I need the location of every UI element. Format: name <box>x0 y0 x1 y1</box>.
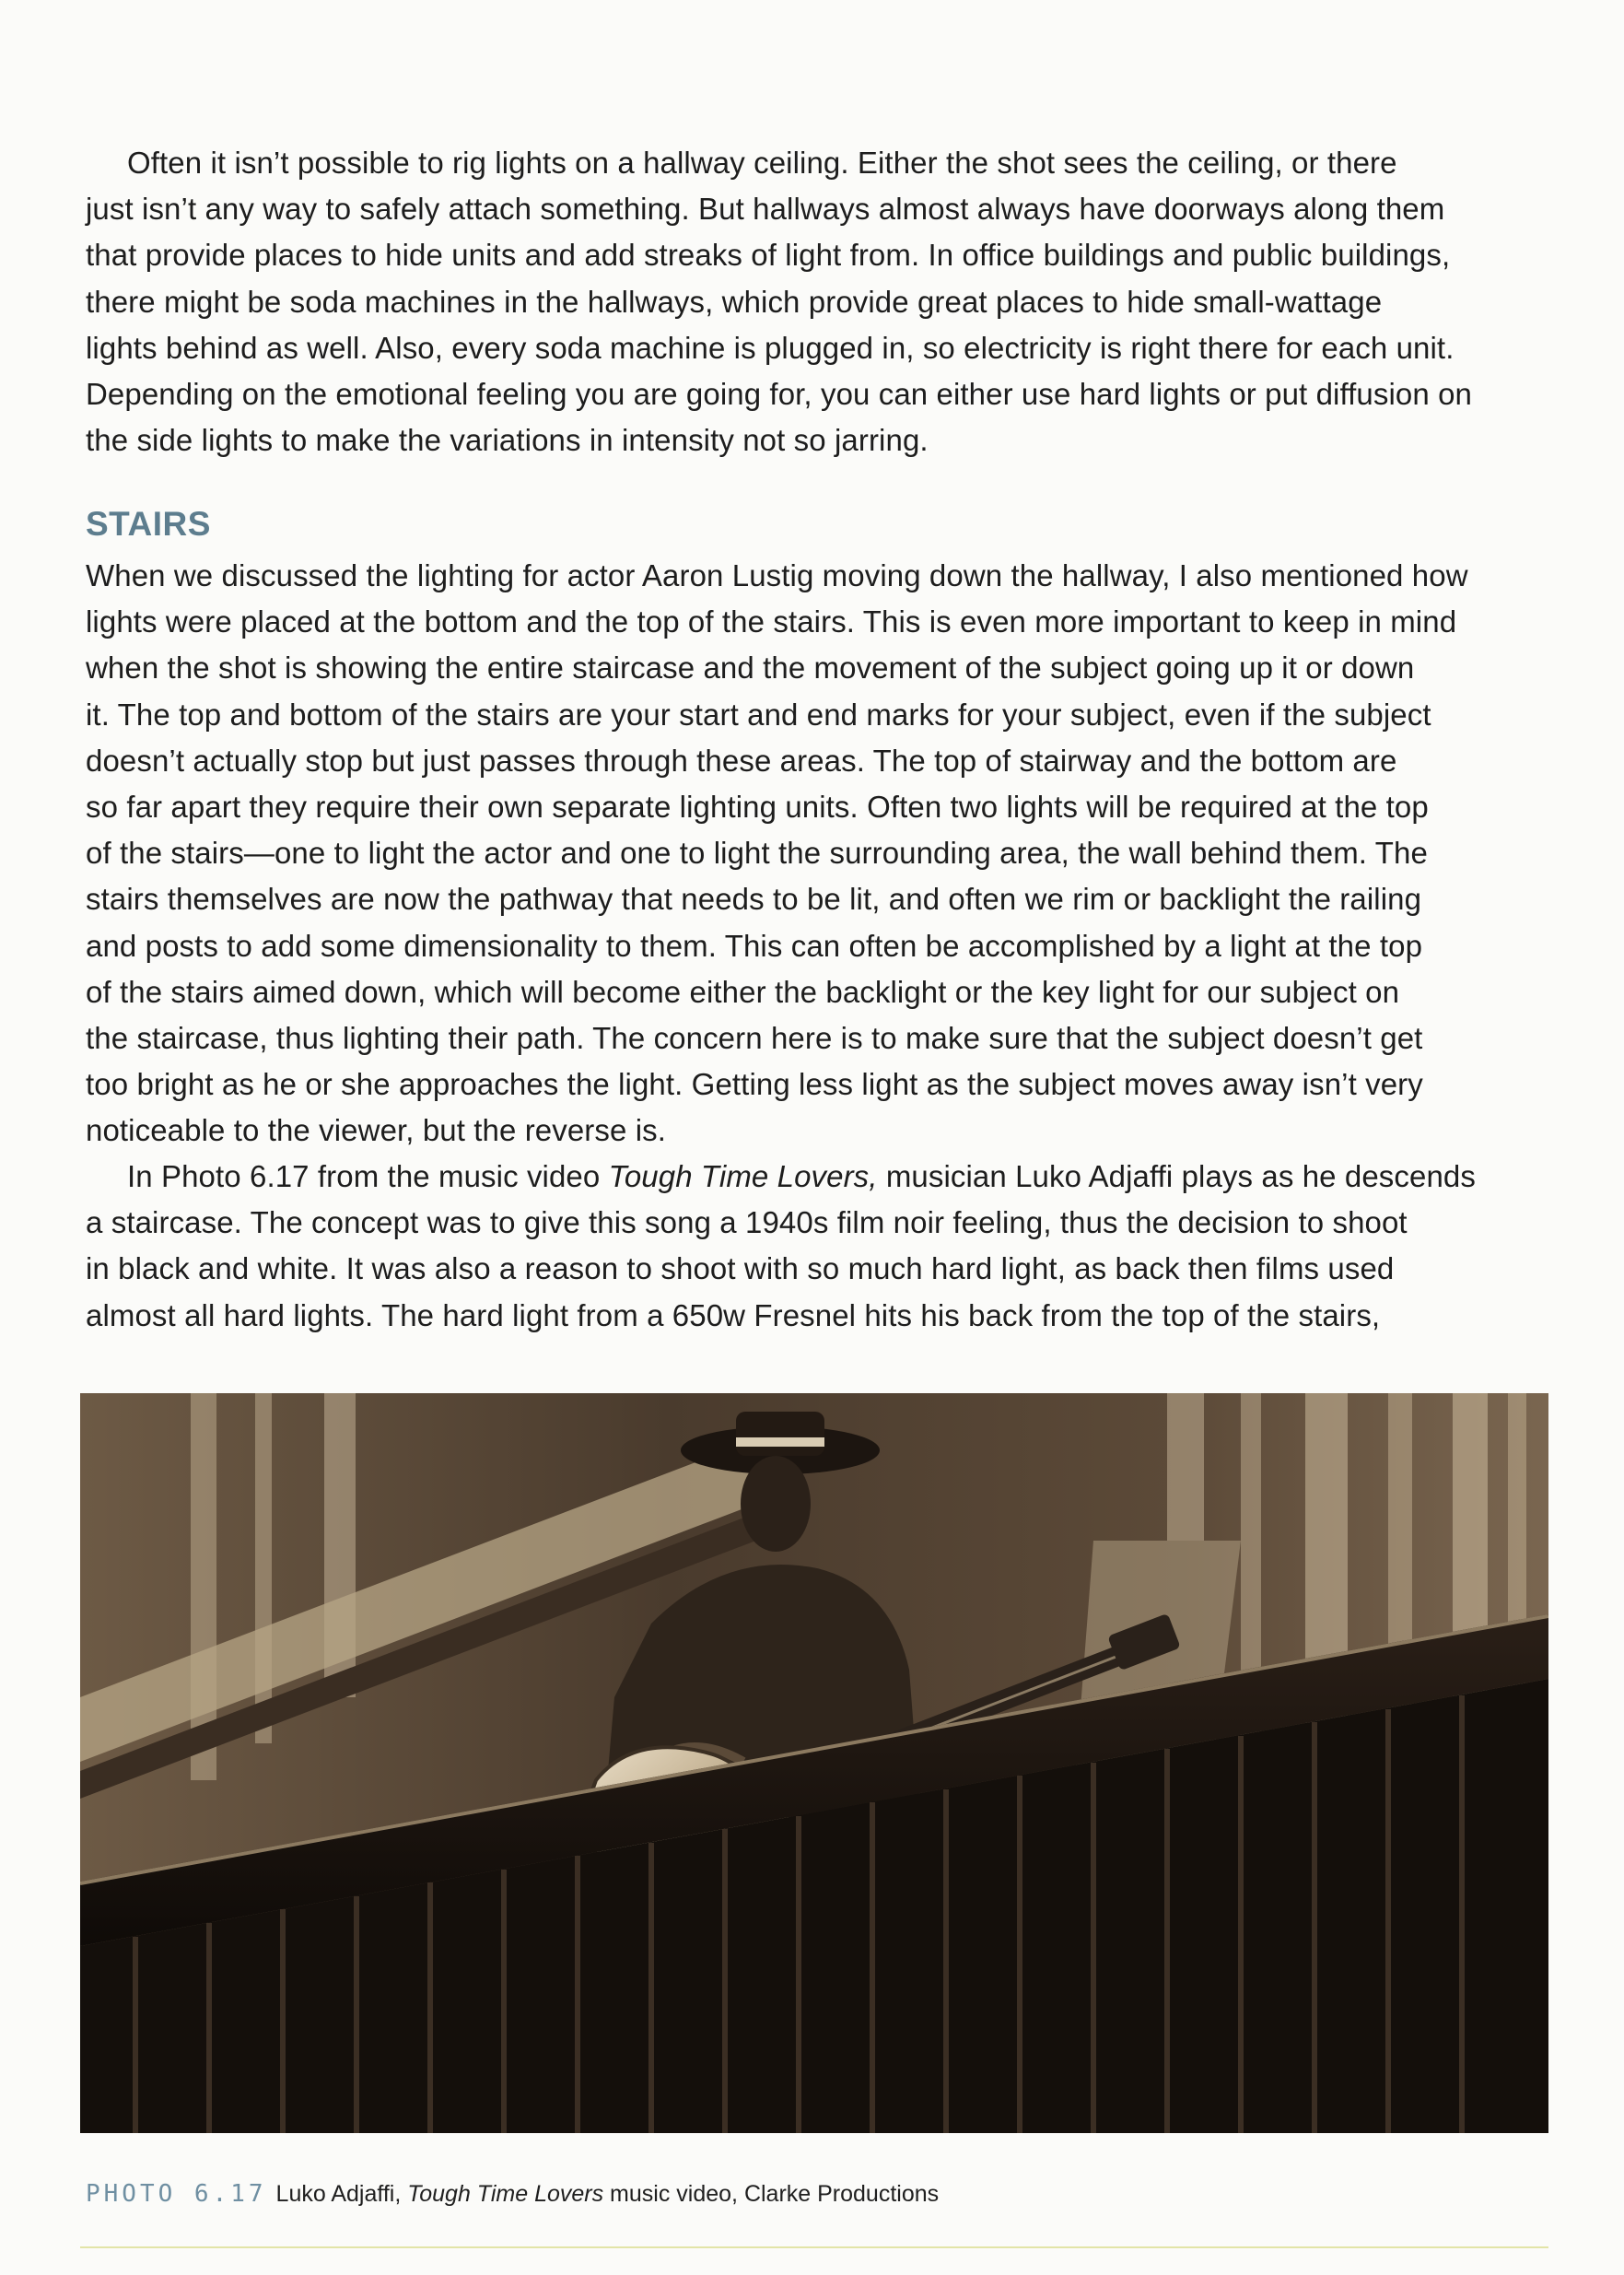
text-line: the side lights to make the variations in intensity not so jarring. <box>86 423 929 458</box>
caption-title: Tough Time Lovers <box>407 2181 604 2207</box>
caption-label: PHOTO 6.17 <box>86 2180 267 2208</box>
footer-rule <box>80 2246 1548 2248</box>
text-line: too bright as he or she approaches the light. Getting less light as the subject moves away isn’t very <box>86 1067 1423 1102</box>
text-line <box>86 1154 1560 1200</box>
text-line: lights behind as well. Also, every soda machine is plugged in, so electricity is right there for each unit. <box>86 330 1455 365</box>
text-span: In Photo 6.17 from the music video <box>127 1159 609 1193</box>
text-line: there might be soda machines in the hallways, which provide great places to hide small-wattage <box>86 284 1383 319</box>
section-heading-stairs: STAIRS <box>86 505 211 543</box>
text-line: so far apart they require their own separate lighting units. Often two lights will be required at the top <box>86 790 1429 825</box>
text-line: of the stairs—one to light the actor and one to light the surrounding area, the wall behind them. The <box>86 836 1428 871</box>
text-line: lights were placed at the bottom and the top of the stairs. This is even more important to keep in mind <box>86 604 1457 639</box>
photo-caption <box>86 2180 939 2208</box>
text-line: Often it isn’t possible to rig lights on a hallway ceiling. Either the shot sees the ceiling, or there <box>127 146 1397 180</box>
text-line: doesn’t actually stop but just passes through these areas. The top of stairway and the bottom are <box>86 743 1397 778</box>
caption-name: Luko Adjaffi, <box>275 2181 408 2207</box>
text-line: Depending on the emotional feeling you are going for, you can either use hard lights or put diffusion on <box>86 377 1472 412</box>
video-title-italic: Tough Time Lovers, <box>608 1159 878 1193</box>
text-line: when the shot is showing the entire staircase and the movement of the subject going up it or down <box>86 651 1415 686</box>
text-line: in black and white. It was also a reason to shoot with so much hard light, as back then films used <box>86 1251 1395 1286</box>
text-line: noticeable to the viewer, but the reverse is. <box>86 1113 667 1148</box>
text-line: it. The top and bottom of the stairs are your start and end marks for your subject, even if the subject <box>86 697 1431 732</box>
text-line: the staircase, thus lighting their path. The concern here is to make sure that the subject doesn’t get <box>86 1021 1423 1056</box>
text-line: stairs themselves are now the pathway that needs to be lit, and often we rim or backlight the railing <box>86 882 1422 917</box>
text-line: When we discussed the lighting for actor Aaron Lustig moving down the hallway, I also mentioned how <box>86 558 1468 592</box>
paragraph-photo-description <box>86 1154 1560 1339</box>
text-line: that provide places to hide units and add streaks of light from. In office buildings and public buildings, <box>86 238 1451 273</box>
paragraph-hallway-lighting <box>86 140 1560 463</box>
photo-guitarist-on-staircase <box>80 1393 1548 2133</box>
text-line: of the stairs aimed down, which will become either the backlight or the key light for our subject on <box>86 974 1400 1009</box>
text-span: musician Luko Adjaffi plays as he descends <box>877 1159 1476 1193</box>
photo-illustration <box>80 1393 1548 2133</box>
paragraph-stairs-lighting <box>86 553 1560 1155</box>
text-line: a staircase. The concept was to give this song a 1940s film noir feeling, thus the decision to shoot <box>86 1205 1408 1240</box>
text-line: almost all hard lights. The hard light from a 650w Fresnel hits his back from the top of the stairs, <box>86 1297 1381 1332</box>
text-line: and posts to add some dimensionality to them. This can often be accomplished by a light at the top <box>86 928 1423 963</box>
text-line: just isn’t any way to safely attach something. But hallways almost always have doorways along them <box>86 192 1445 227</box>
caption-rest: music video, Clarke Productions <box>603 2181 940 2207</box>
